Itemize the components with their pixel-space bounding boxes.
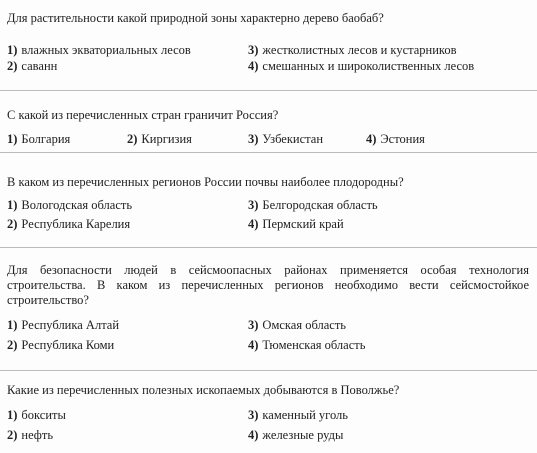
question-text: Для безопасности людей в сейсмоопасных районах применяется особая технология строительства. В каком из перечисленных регионов необходимо вести сейсмостойкое строительство? xyxy=(7,263,529,307)
divider xyxy=(0,152,537,153)
option-2: 2) Республика Карелия xyxy=(7,217,131,231)
option-1: 1) Болгария xyxy=(7,132,71,146)
question-text: Какие из перечисленных полезных ископаемых добываются в Поволжье? xyxy=(7,383,400,397)
option-1: 1) Вологодская область xyxy=(7,198,133,212)
question-text: Для растительности какой природной зоны характерно дерево баобаб? xyxy=(7,11,384,25)
option-2: 2) Республика Коми xyxy=(7,338,115,352)
options xyxy=(7,43,529,77)
question-4 xyxy=(7,263,529,354)
option-4: 4) смешанных и широколиственных лесов xyxy=(248,59,475,73)
option-2: 2) саванн xyxy=(7,59,58,73)
question-5 xyxy=(7,383,529,444)
option-4: 4) Тюменская область xyxy=(248,338,366,352)
option-1: 1) влажных экваториальных лесов xyxy=(7,43,191,57)
question-text: С какой из перечисленных стран граничит Россия? xyxy=(7,108,279,122)
options xyxy=(7,318,529,354)
options xyxy=(7,408,529,444)
option-4: 4) Эстония xyxy=(366,132,425,146)
divider xyxy=(0,90,537,91)
option-1: 1) бокситы xyxy=(7,408,66,422)
question-text: В каком из перечисленных регионов России почвы наиболее плодородны? xyxy=(7,175,404,189)
option-3: 3) Узбекистан xyxy=(248,132,324,146)
option-3: 3) Белгородская область xyxy=(248,198,378,212)
options xyxy=(7,198,529,232)
option-2: 2) Киргизия xyxy=(127,132,192,146)
option-4: 4) Пермский край xyxy=(248,217,344,231)
option-3: 3) Омская область xyxy=(248,318,347,332)
question-3 xyxy=(7,175,529,232)
question-2 xyxy=(7,108,529,148)
option-4: 4) железные руды xyxy=(248,428,344,442)
options xyxy=(7,132,529,148)
divider xyxy=(0,370,537,371)
question-1 xyxy=(7,11,529,77)
divider xyxy=(0,247,537,248)
option-3: 3) жестколистных лесов и кустарников xyxy=(248,43,457,57)
option-3: 3) каменный уголь xyxy=(248,408,348,422)
option-2: 2) нефть xyxy=(7,428,54,442)
option-1: 1) Республика Алтай xyxy=(7,318,120,332)
